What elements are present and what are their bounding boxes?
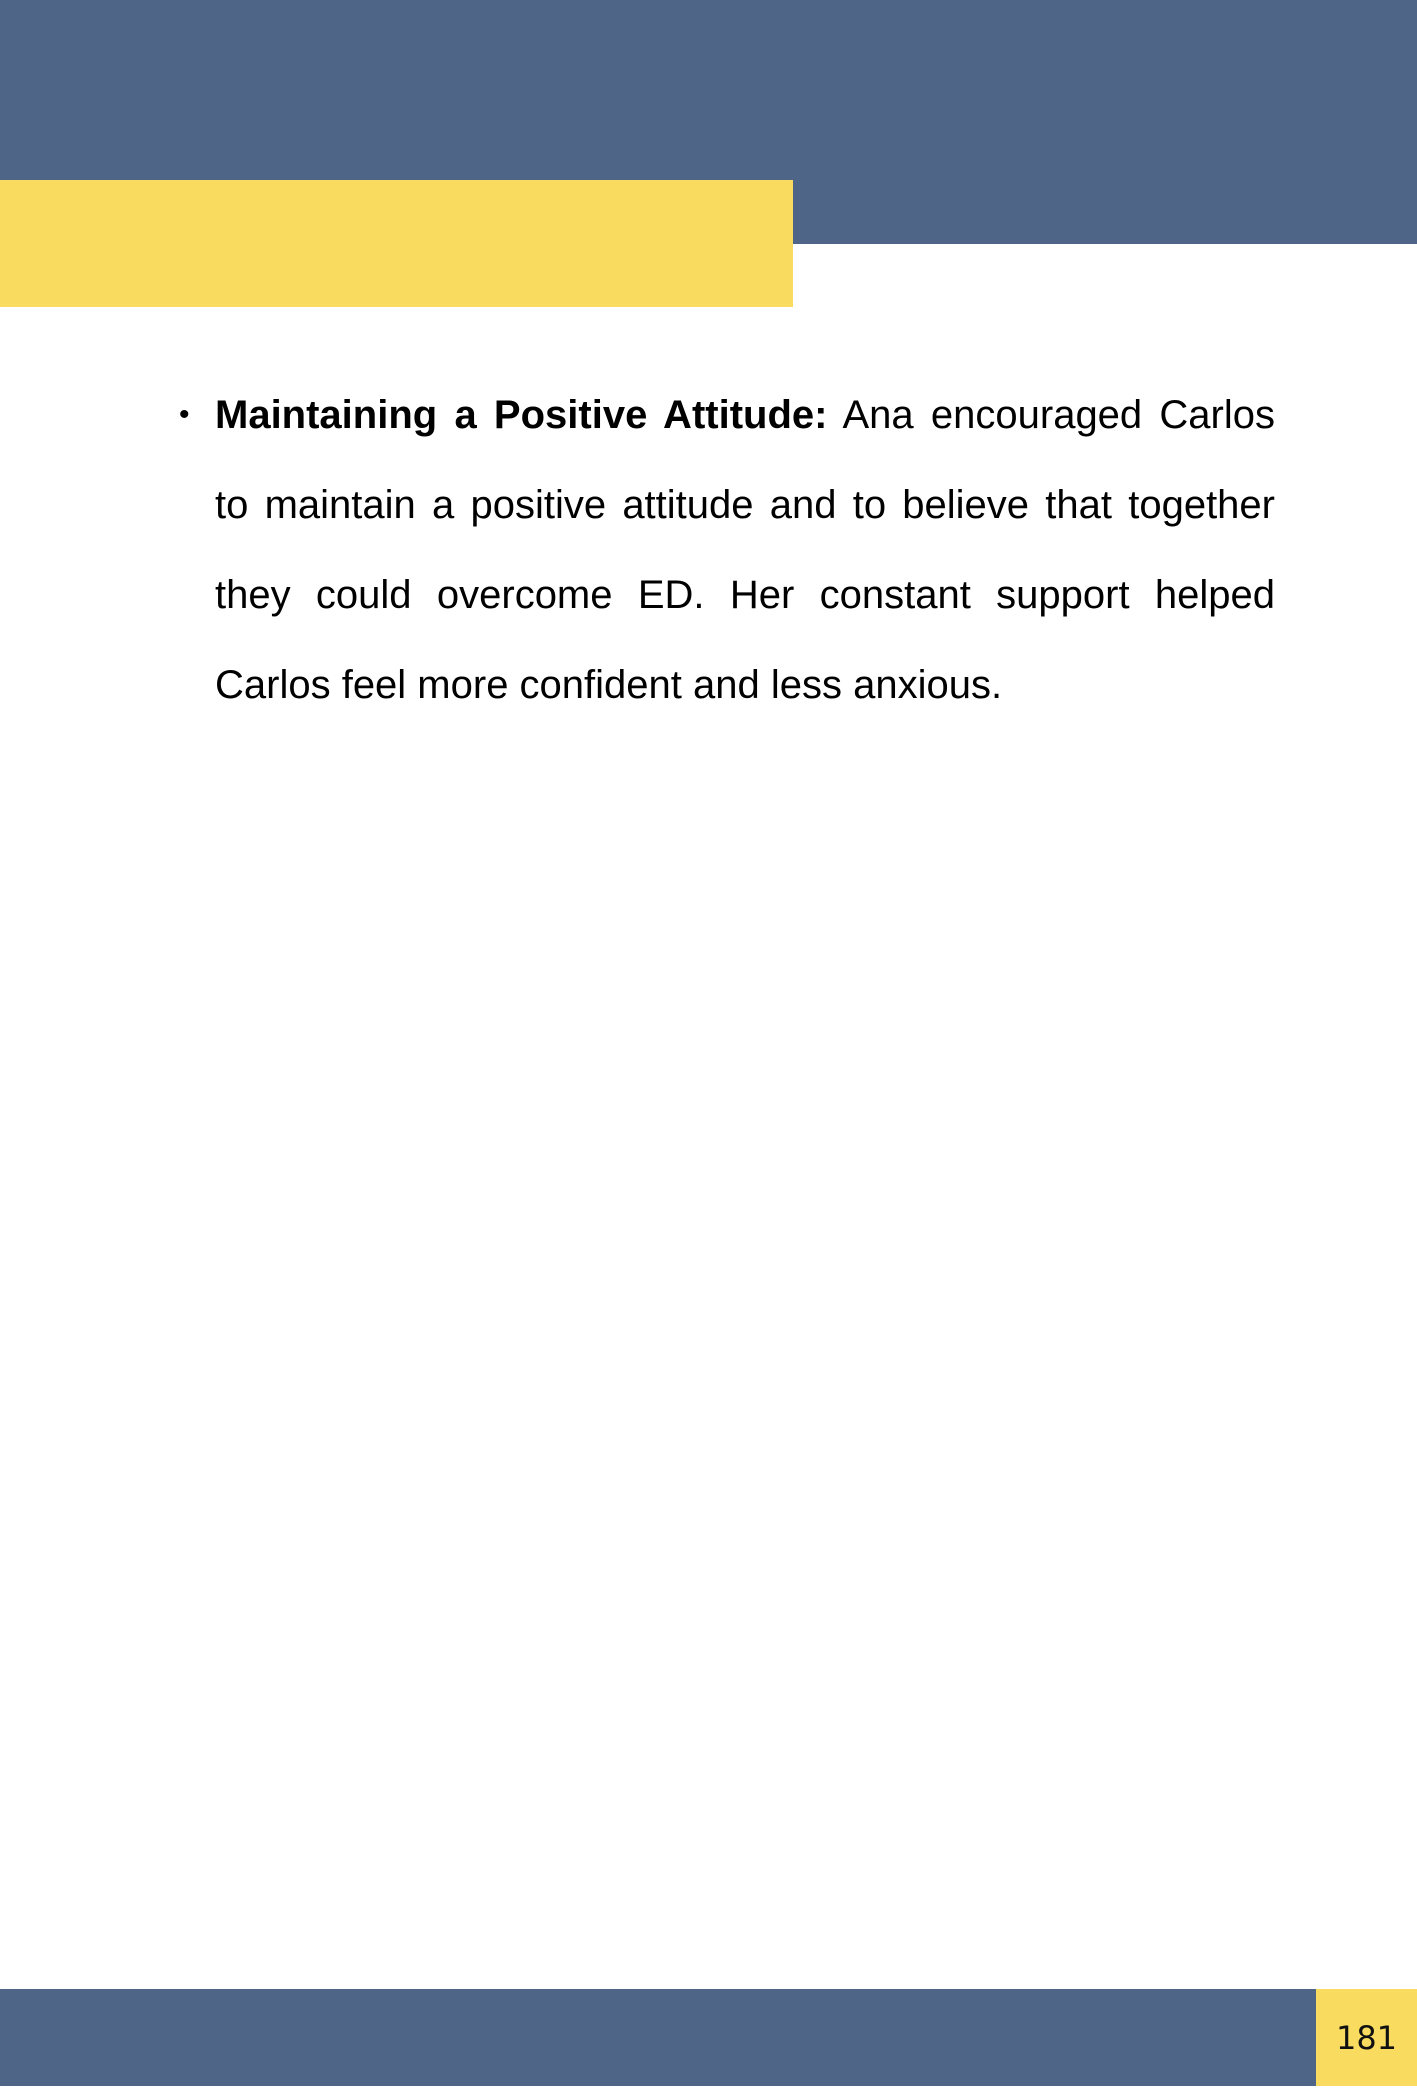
header-accent-bar	[0, 180, 793, 307]
bullet-icon: •	[179, 398, 190, 431]
bullet-list	[175, 370, 1275, 730]
bullet-text	[215, 370, 1275, 730]
list-item	[175, 370, 1275, 730]
bullet-term: Maintaining a Positive Attitude:	[215, 393, 828, 437]
page-number	[1316, 1989, 1417, 2086]
footer-band	[0, 1989, 1316, 2086]
page-number-text: 181	[1335, 2018, 1398, 2057]
page-content	[175, 370, 1275, 730]
bullet-description: Ana encouraged Carlos to maintain a positive attitude and to believe that together they could overcome ED. Her constant support helped Carlos feel more confident and less anxious.	[215, 393, 1275, 707]
